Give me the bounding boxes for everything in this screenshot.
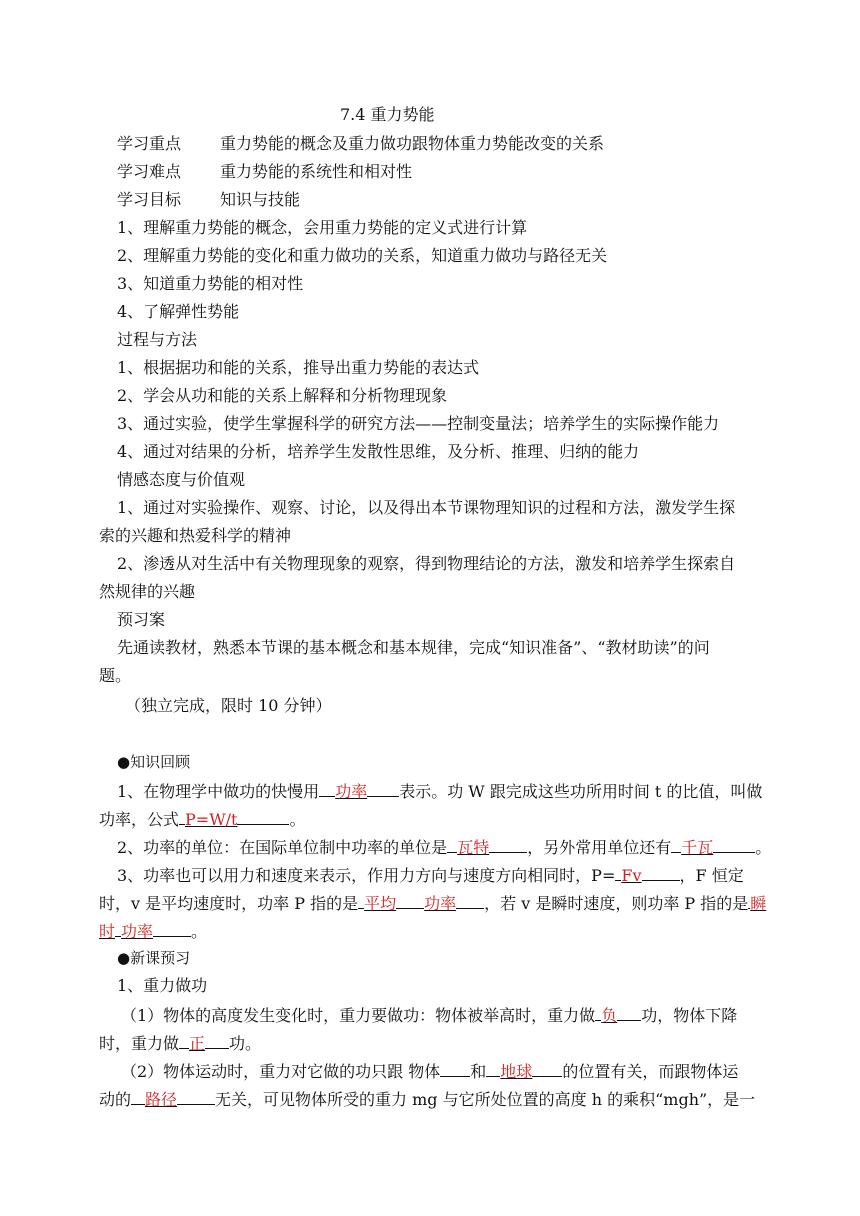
review-heading: ●知识回顾 [117,753,191,771]
focus-text: 重力势能的概念及重力做功跟物体重力势能改变的关系 [220,134,605,153]
answer-watt: 瓦特 [457,838,490,857]
answer-diqiu: 地球 [500,1062,533,1081]
preview-note: （独立完成，限时 10 分钟） [125,696,332,715]
review-2-text-a: 2、功率的单位：在国际单位制中功率的单位是 [117,838,448,857]
review-item-3-cont [99,892,766,914]
answer-zheng: 正 [189,1034,206,1053]
review-item-3 [117,864,744,886]
review-item-1 [117,780,762,802]
difficulty-text: 重力势能的系统性和相对性 [220,162,413,181]
p2-text-d: 动的 [99,1090,132,1109]
review-3-text-a: 3、功率也可以用力和速度来表示，作用力方向与速度方向相同时，P= [117,866,616,885]
answer-blank [179,1032,189,1049]
knowledge-item: 3、知道重力势能的相对性 [117,274,304,293]
answer-blank [671,836,681,853]
answer-blank [440,1060,470,1077]
answer-blank [642,864,680,881]
difficulty-label: 学习难点 [117,162,182,181]
review-2-text-b: ，另外常用单位还有 [527,838,672,857]
answer-kilowatt: 千瓦 [681,838,714,857]
review-item-2 [117,836,771,858]
emotion-item-2-cont: 然规律的兴趣 [99,582,196,601]
answer-blank [532,1060,562,1077]
paragraph-2-cont [99,1088,755,1110]
answer-gonglv-3: 功率 [121,922,154,941]
paragraph-2 [121,1060,738,1082]
p1-text-a: （1）物体的高度发生变化时，重力要做功：物体被举高时，重力做 [121,1006,596,1025]
goals-row [117,190,300,210]
answer-formula: P=W/t [185,810,238,829]
review-1-text-c: 功率，公式 [99,810,180,829]
answer-pingjun: 平均 [364,894,397,913]
review-1-text-d: 。 [289,810,306,829]
p2-text-b: 和 [470,1062,487,1081]
section-1-heading: 1、重力做功 [117,976,208,995]
emotion-item-1: 1、通过对实验操作、观察、讨论，以及得出本节课物理知识的过程和方法，激发学生探 [117,498,736,517]
p2-text-a: （2）物体运动时，重力对它做的功只跟 物体 [121,1062,441,1081]
answer-gonglv-2: 功率 [424,894,457,913]
review-item-1-cont [99,808,305,830]
p2-text-c: 的位置有关，而跟物体运 [562,1062,739,1081]
answer-shun: 瞬 [750,894,767,913]
answer-blank [396,892,424,909]
focus-label: 学习重点 [117,134,182,153]
p1-text-c: 时，重力做 [99,1034,180,1053]
emotion-item-2: 2、渗透从对生活中有关物理现象的观察，得到物理结论的方法，激发和培养学生探索自 [117,554,736,573]
paragraph-1-cont [99,1032,261,1054]
focus-row [117,134,604,154]
answer-blank [456,892,484,909]
goals-text: 知识与技能 [220,190,301,209]
answer-fu: 负 [601,1006,618,1025]
process-item: 2、学会从功和能的关系上解释和分析物理现象 [117,386,448,405]
preview-text: 先通读教材，熟悉本节课的基本概念和基本规律，完成“知识准备”、“教材助读”的问 [117,638,710,657]
p1-text-b: 功，物体下降 [641,1006,738,1025]
review-1-text-b: 表示。功 W 跟完成这些功所用时间 t 的比值，叫做 [399,782,763,801]
emotion-item-1-cont: 索的兴趣和热爱科学的精神 [99,526,292,545]
process-heading: 过程与方法 [117,330,198,349]
p1-text-d: 功。 [229,1034,262,1053]
answer-blank [205,1032,229,1049]
emotion-heading: 情感态度与价值观 [117,470,246,489]
page-title: 7.4 重力势能 [340,105,435,124]
answer-fv: Fv [621,866,642,885]
answer-lujing: 路径 [145,1090,178,1109]
knowledge-item: 4、了解弹性势能 [117,302,240,321]
paragraph-1 [121,1004,737,1026]
answer-blank [489,836,527,853]
review-3-text-b: ，F 恒定 [679,866,744,885]
difficulty-row [117,162,412,182]
answer-shi: 时 [99,922,116,941]
answer-blank [617,1004,641,1021]
review-2-text-c: 。 [755,838,772,857]
answer-blank [713,836,755,853]
answer-blank [367,780,399,797]
review-3-text-e: 。 [191,922,208,941]
answer-blank [177,1088,215,1105]
answer-blank [131,1088,145,1105]
goals-label: 学习目标 [117,190,182,209]
answer-gonglv: 功率 [335,782,368,801]
answer-blank [486,1060,500,1077]
answer-blank [153,920,191,937]
review-3-text-c: 时，v 是平均速度时，功率 P 指的是 [99,894,359,913]
answer-blank [237,808,289,825]
knowledge-item: 2、理解重力势能的变化和重力做功的关系，知道重力做功与路径无关 [117,246,608,265]
preview-heading: 预习案 [117,610,166,629]
review-3-text-d: ，若 v 是瞬时速度，则功率 P 指的是 [484,894,749,913]
review-item-3-cont2 [99,920,207,942]
preview-text-cont: 题。 [99,666,132,685]
answer-blank [447,836,457,853]
process-item: 4、通过对结果的分析，培养学生发散性思维，及分析、推理、归纳的能力 [117,442,640,461]
new-lesson-heading: ●新课预习 [117,949,191,967]
p2-text-e: 无关，可见物体所受的重力 mg 与它所处位置的高度 h 的乘积“mgh”，是一 [215,1090,756,1109]
knowledge-item: 1、理解重力势能的概念，会用重力势能的定义式进行计算 [117,218,528,237]
review-1-text-a: 1、在物理学中做功的快慢用 [117,782,320,801]
answer-blank [319,780,335,797]
process-item: 1、根据据功和能的关系，推导出重力势能的表达式 [117,358,480,377]
process-item: 3、通过实验，使学生掌握科学的研究方法——控制变量法；培养学生的实际操作能力 [117,414,720,433]
